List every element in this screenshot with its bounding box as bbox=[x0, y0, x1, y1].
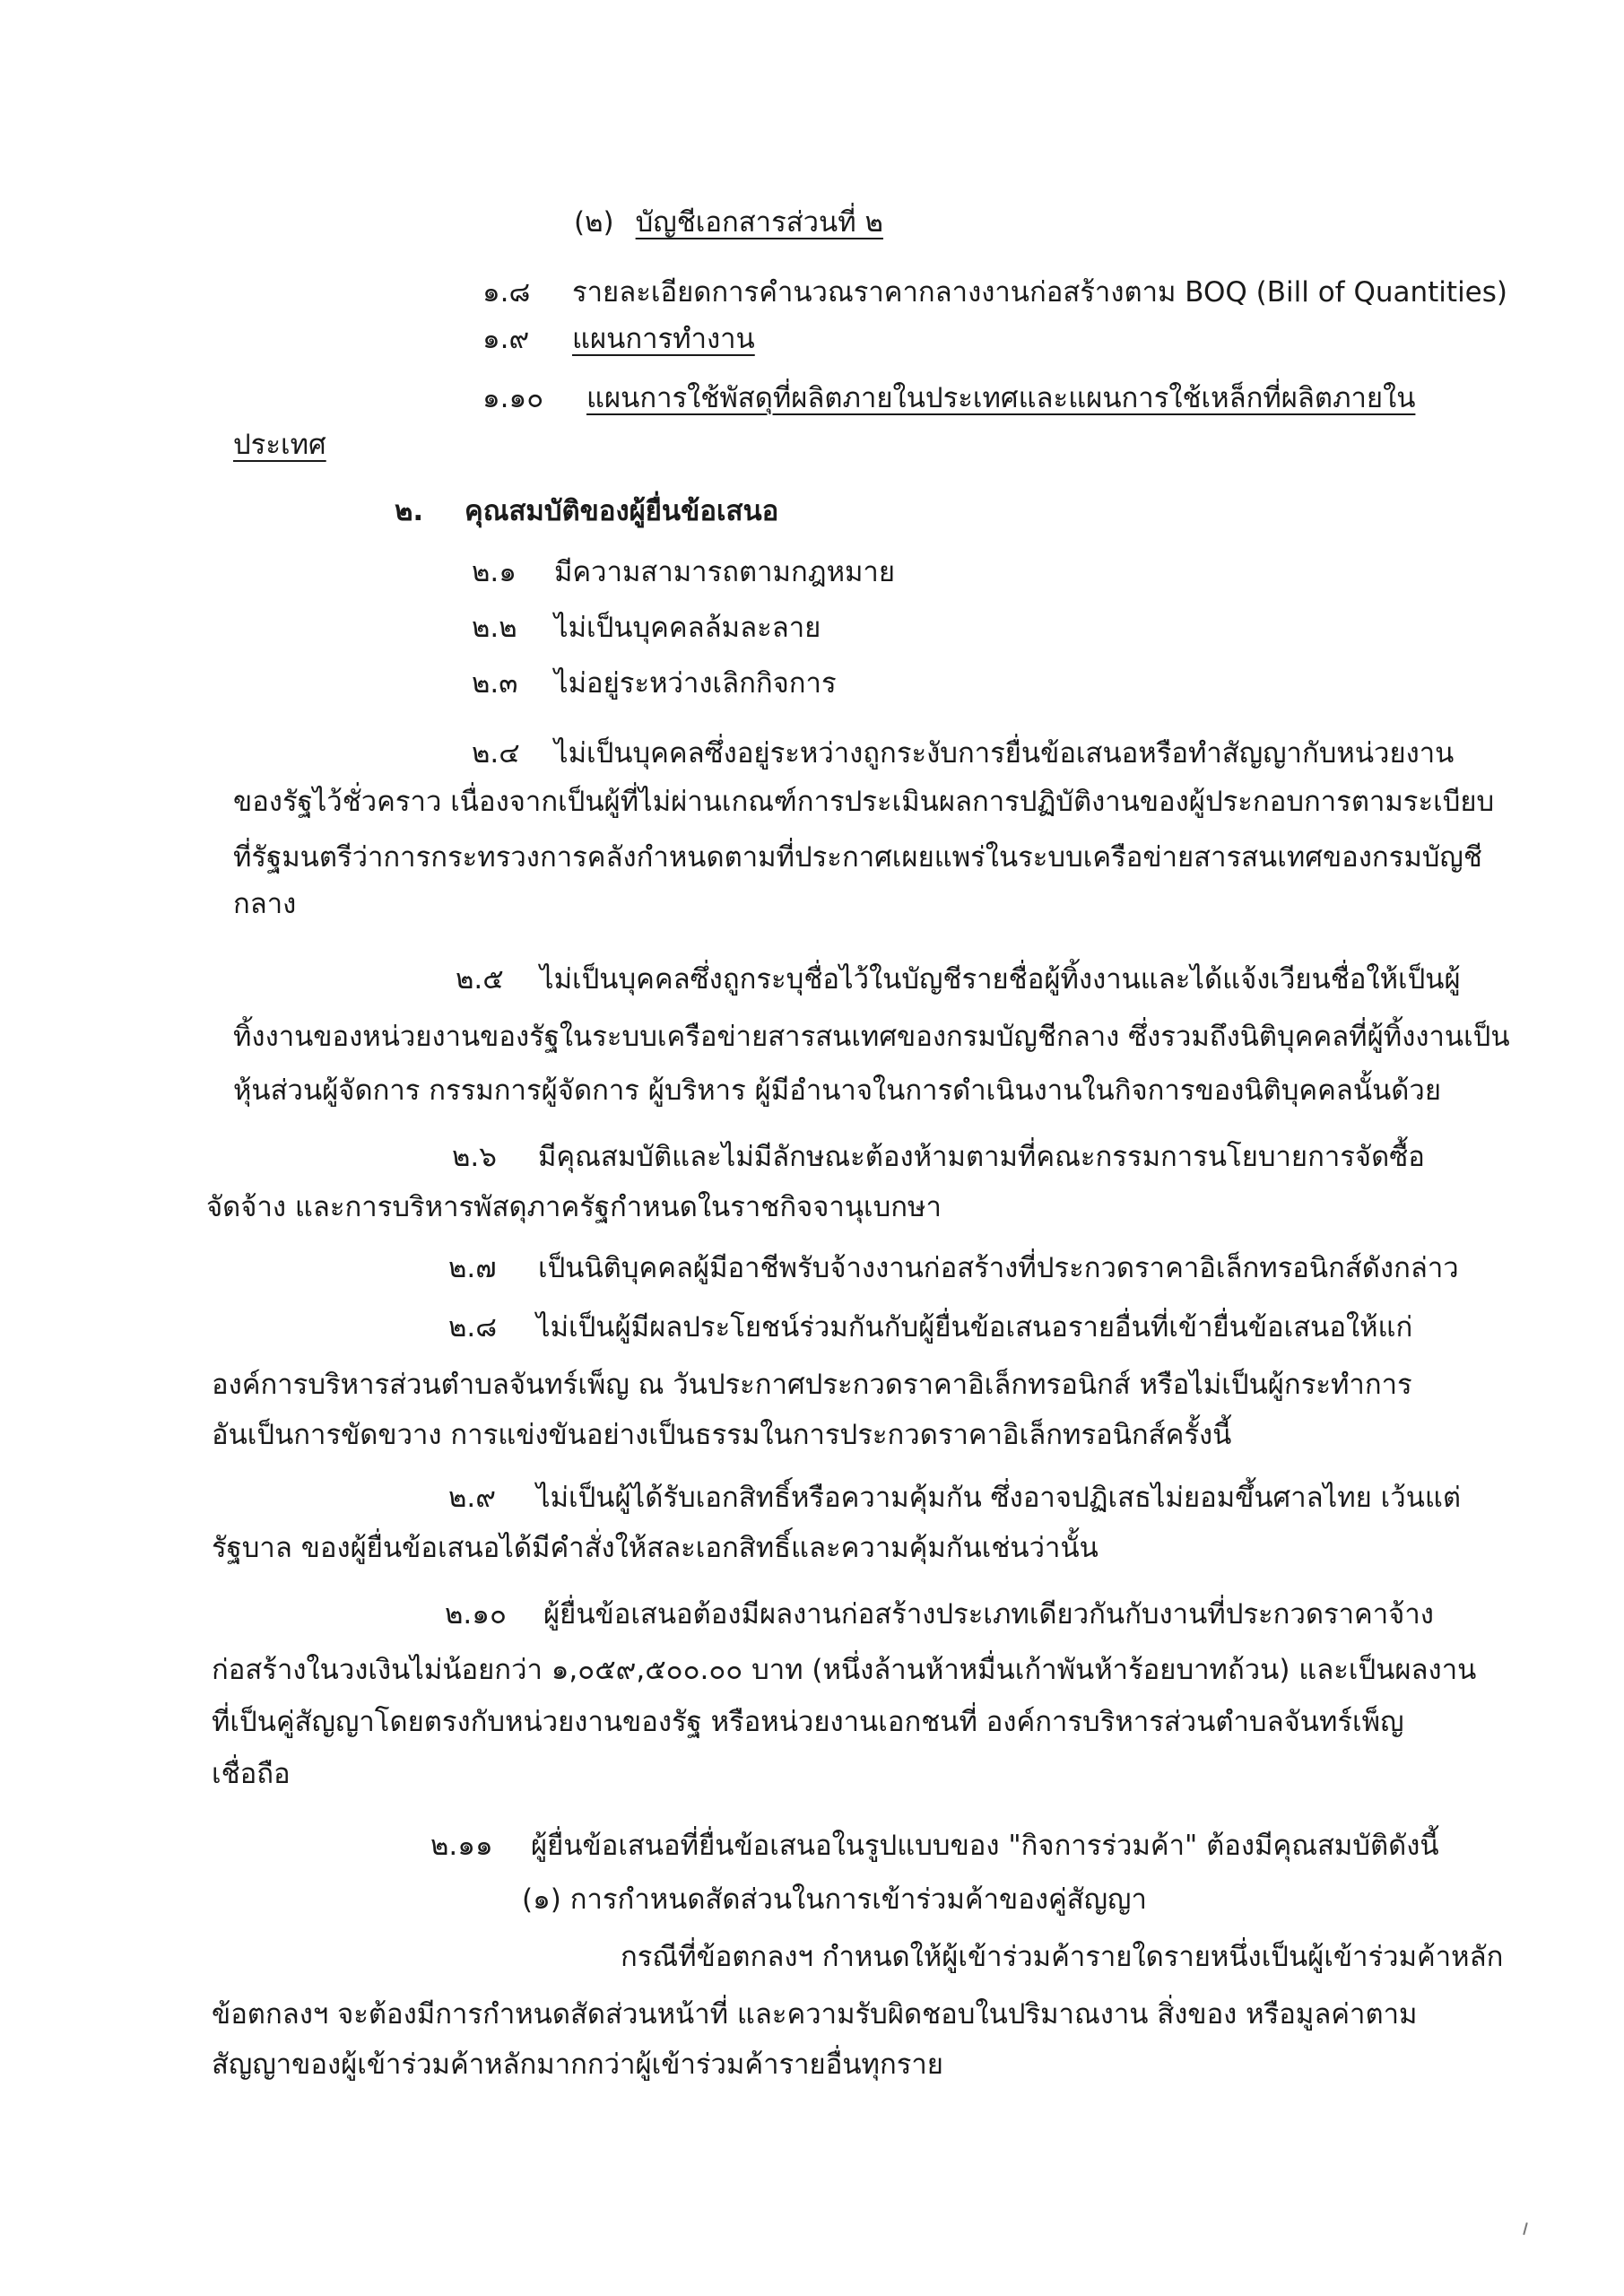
item-1-10-cont bbox=[233, 423, 326, 466]
section-2-heading bbox=[395, 490, 778, 533]
item-text: ไม่เป็นผู้มีผลประโยชน์ร่วมกันกับผู้ยื่นข้อเสนอรายอื่นที่เข้ายื่นข้อเสนอให้แก่ bbox=[536, 1311, 1413, 1344]
item-text: ไม่อยู่ระหว่างเลิกกิจการ bbox=[554, 667, 837, 700]
item-1-7-2 bbox=[574, 201, 883, 244]
item-2-9-line-1 bbox=[448, 1476, 1461, 1519]
item-text: ไม่เป็นบุคคลซึ่งอยู่ระหว่างถูกระงับการยื่นข้อเสนอหรือทำสัญญากับหน่วยงาน bbox=[554, 737, 1455, 770]
item-2-4-line-3: ที่รัฐมนตรีว่าการกระทรวงการคลังกำหนดตามที่ประกาศเผยแพร่ในระบบเครือข่ายสารสนเทศของกรมบัญชี bbox=[233, 841, 1482, 874]
section-title: คุณสมบัติของผู้ยื่นข้อเสนอ bbox=[465, 495, 779, 527]
item-text: ไม่เป็นบุคคลซึ่งถูกระบุชื่อไว้ในบัญชีรายชื่อผู้ทิ้งงานและได้แจ้งเวียนชื่อให้เป็นผู้ bbox=[540, 963, 1461, 996]
item-1-9 bbox=[482, 317, 755, 361]
item-1-8 bbox=[482, 271, 1507, 314]
item-2-9-line-2: รัฐบาล ของผู้ยื่นข้อเสนอได้มีคำสั่งให้สละเอกสิทธิ์และความคุ้มกันเช่นว่านั้น bbox=[212, 1532, 1099, 1564]
item-2-10-line-4: เชื่อถือ bbox=[212, 1758, 291, 1790]
item-number: ๒.๓ bbox=[472, 667, 518, 700]
item-2-5-line-2: ทิ้งงานของหน่วยงานของรัฐในระบบเครือข่ายสารสนเทศของกรมบัญชีกลาง ซึ่งรวมถึงนิติบุคคลที่ผู้ทิ้งงานเป็น bbox=[233, 1021, 1510, 1053]
item-2-11-sub-1: (๑) การกำหนดสัดส่วนในการเข้าร่วมค้าของคู่สัญญา bbox=[522, 1883, 1147, 1916]
item-2-7 bbox=[448, 1247, 1459, 1290]
item-2-11-para-line-1: กรณีที่ข้อตกลงฯ กำหนดให้ผู้เข้าร่วมค้ารายใดรายหนึ่งเป็นผู้เข้าร่วมค้าหลัก bbox=[621, 1941, 1504, 1973]
item-number: ๒.๗ bbox=[448, 1252, 497, 1284]
item-text: บัญชีเอกสารส่วนที่ ๒ bbox=[635, 206, 883, 239]
item-text: แผนการทำงาน bbox=[572, 323, 755, 355]
section-number: ๒. bbox=[395, 495, 424, 527]
item-2-8-line-1 bbox=[448, 1306, 1412, 1349]
item-number: (๒) bbox=[574, 206, 614, 239]
item-text: ประเทศ bbox=[233, 429, 326, 461]
item-text: ผู้ยื่นข้อเสนอที่ยื่นข้อเสนอในรูปแบบของ "กิจการร่วมค้า" ต้องมีคุณสมบัติดังนี้ bbox=[531, 1830, 1439, 1862]
item-2-10-line-1 bbox=[445, 1593, 1434, 1636]
item-text: แผนการใช้พัสดุที่ผลิตภายในประเทศและแผนการใช้เหล็กที่ผลิตภายใน bbox=[586, 382, 1416, 414]
item-2-3 bbox=[472, 662, 837, 705]
item-2-11-para-line-2: ข้อตกลงฯ จะต้องมีการกำหนดสัดส่วนหน้าที่ และความรับผิดชอบในปริมาณงาน สิ่งของ หรือมูลค่าตาม bbox=[212, 1998, 1418, 2031]
item-2-10-line-2: ก่อสร้างในวงเงินไม่น้อยกว่า ๑,๐๕๙,๕๐๐.๐๐ บาท (หนึ่งล้านห้าหมื่นเก้าพันห้าร้อยบาทถ้วน) และเป็นผลงาน bbox=[212, 1654, 1477, 1686]
item-number: ๒.๒ bbox=[472, 612, 517, 644]
item-number: ๒.๕ bbox=[456, 963, 504, 996]
item-text: ผู้ยื่นข้อเสนอต้องมีผลงานก่อสร้างประเภทเดียวกันกับงานที่ประกวดราคาจ้าง bbox=[543, 1598, 1434, 1631]
item-2-5-line-3: หุ้นส่วนผู้จัดการ กรรมการผู้จัดการ ผู้บริหาร ผู้มีอำนาจในการดำเนินงานในกิจการของนิติบุคคลนั้นด้วย bbox=[233, 1074, 1441, 1107]
item-2-5-line-1 bbox=[456, 958, 1461, 1001]
item-2-4-line-4: กลาง bbox=[233, 888, 297, 920]
item-2-11-para-line-3: สัญญาของผู้เข้าร่วมค้าหลักมากกว่าผู้เข้าร่วมค้ารายอื่นทุกราย bbox=[212, 2048, 943, 2081]
item-text: ไม่เป็นบุคคลล้มละลาย bbox=[554, 612, 821, 644]
item-2-2 bbox=[472, 606, 821, 649]
item-2-10-line-3: ที่เป็นคู่สัญญาโดยตรงกับหน่วยงานของรัฐ หรือหน่วยงานเอกชนที่ องค์การบริหารส่วนตำบลจันทร์เพ็ญ bbox=[212, 1706, 1404, 1738]
item-number: ๑.๘ bbox=[482, 276, 531, 309]
item-2-1 bbox=[472, 551, 895, 594]
item-number: ๒.๙ bbox=[448, 1482, 496, 1514]
item-text: ไม่เป็นผู้ได้รับเอกสิทธิ์หรือความคุ้มกัน ซึ่งอาจปฏิเสธไม่ยอมขึ้นศาลไทย เว้นแต่ bbox=[536, 1482, 1461, 1514]
scan-mark bbox=[1523, 2222, 1528, 2235]
item-2-8-line-3: อันเป็นการขัดขวาง การแข่งขันอย่างเป็นธรรมในการประกวดราคาอิเล็กทรอนิกส์ครั้งนี้ bbox=[212, 1419, 1232, 1451]
item-1-10 bbox=[482, 377, 1415, 420]
item-number: ๒.๑๑ bbox=[430, 1830, 493, 1862]
item-number: ๒.๔ bbox=[472, 737, 520, 770]
item-number: ๒.๑๐ bbox=[445, 1598, 507, 1631]
item-2-4-line-1 bbox=[472, 732, 1454, 775]
item-2-6-line-2: จัดจ้าง และการบริหารพัสดุภาครัฐกำหนดในราชกิจจานุเบกษา bbox=[206, 1191, 942, 1223]
item-2-4-line-2: ของรัฐไว้ชั่วคราว เนื่องจากเป็นผู้ที่ไม่ผ่านเกณฑ์การประเมินผลการปฏิบัติงานของผู้ประกอบการตามระเบียบ bbox=[233, 786, 1495, 818]
item-text: รายละเอียดการคำนวณราคากลางงานก่อสร้างตาม BOQ (Bill of Quantities) bbox=[572, 276, 1507, 309]
item-number: ๒.๑ bbox=[472, 556, 517, 588]
item-2-6-line-1 bbox=[452, 1135, 1425, 1178]
item-text: มีคุณสมบัติและไม่มีลักษณะต้องห้ามตามที่คณะกรรมการนโยบายการจัดซื้อ bbox=[538, 1141, 1425, 1173]
item-number: ๑.๑๐ bbox=[482, 382, 544, 414]
item-2-8-line-2: องค์การบริหารส่วนตำบลจันทร์เพ็ญ ณ วันประกาศประกวดราคาอิเล็กทรอนิกส์ หรือไม่เป็นผู้กระทำการ bbox=[212, 1369, 1412, 1401]
item-text: มีความสามารถตามกฎหมาย bbox=[554, 556, 896, 588]
item-number: ๑.๙ bbox=[482, 323, 530, 355]
item-number: ๒.๘ bbox=[448, 1311, 498, 1344]
item-number: ๒.๖ bbox=[452, 1141, 497, 1173]
item-text: เป็นนิติบุคคลผู้มีอาชีพรับจ้างงานก่อสร้างที่ประกวดราคาอิเล็กทรอนิกส์ดังกล่าว bbox=[538, 1252, 1459, 1284]
item-2-11-line-1 bbox=[430, 1824, 1439, 1867]
